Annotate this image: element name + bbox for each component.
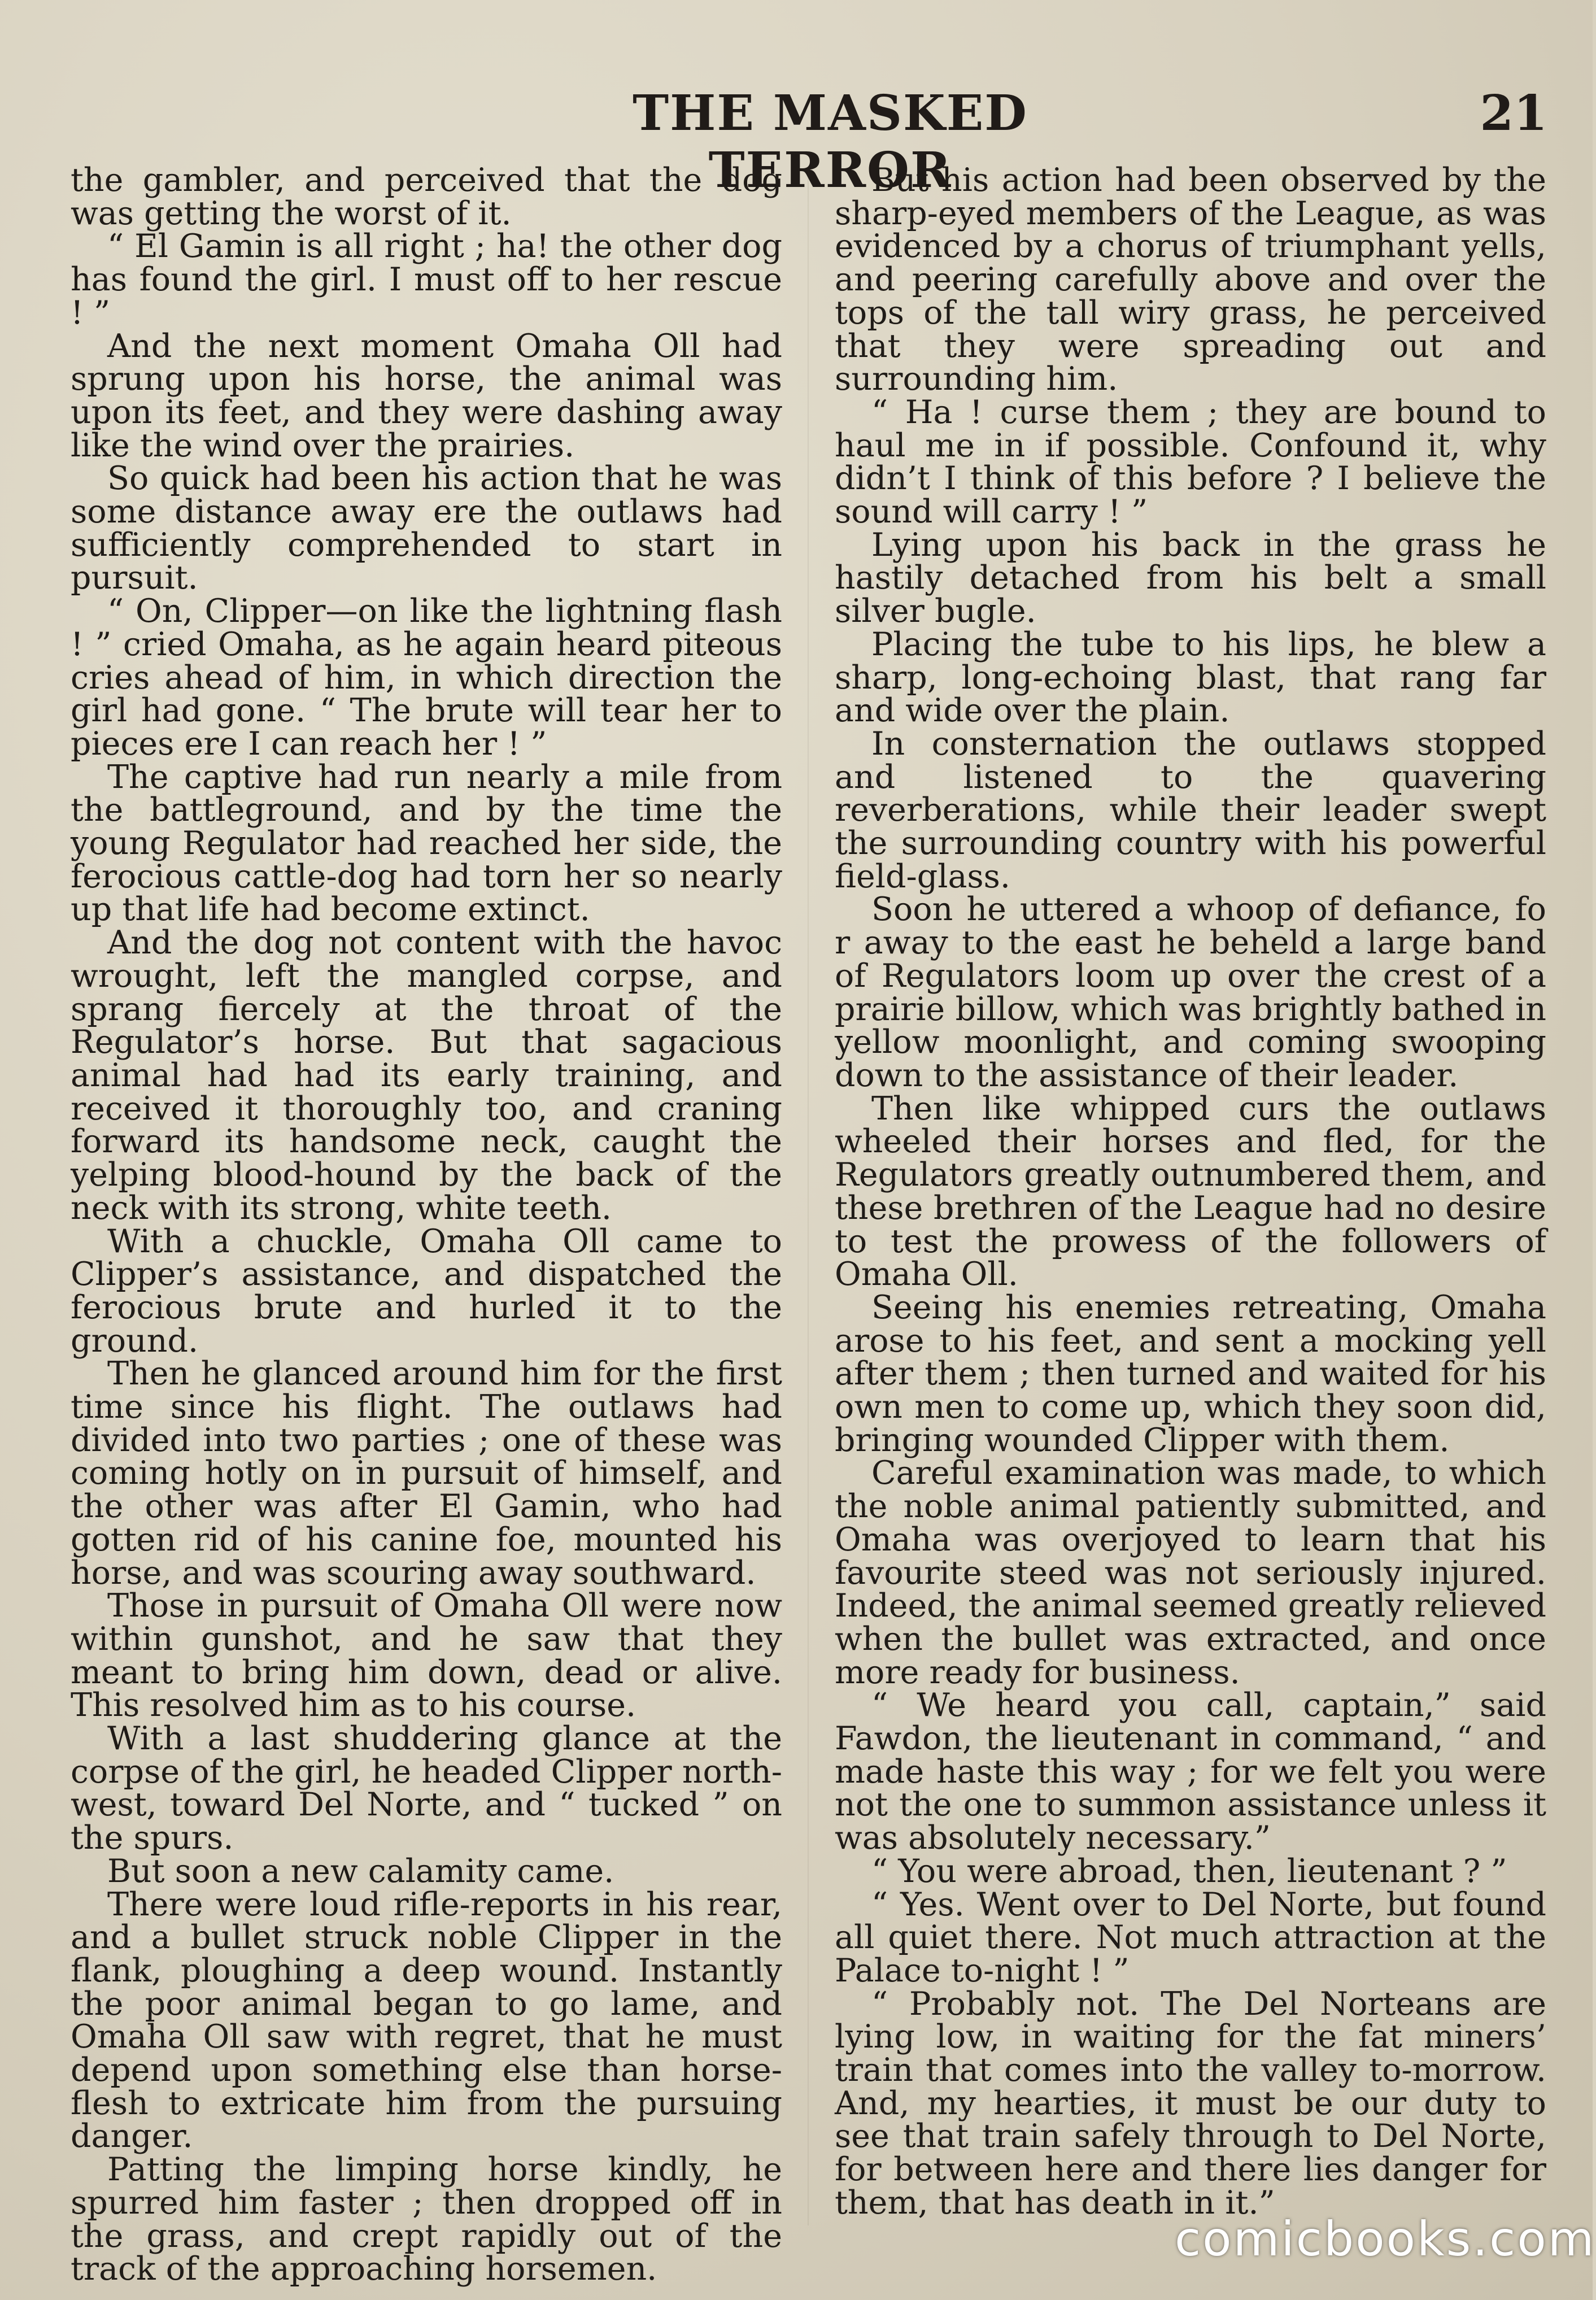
- paragraph: Placing the tube to his lips, he blew a sharp, long-echoing blast, that rang far and wide over the plain.: [835, 625, 1546, 730]
- watermark: comicbooks.com: [1175, 2211, 1596, 2267]
- running-title: THE MASKED TERROR: [633, 85, 1028, 199]
- paragraph: Then he glanced around him for the first time since his flight. The outlaws had divided into two parties ; one of these was coming hotly on in pursuit of himself, and the other was after El Gamin, who had gotten rid of his canine foe, mounted his horse, and was scouring away southward.: [71, 1355, 782, 1592]
- paragraph: There were loud rifle-reports in his rear, and a bullet struck noble Clipper in the flank, ploughing a deep wound. Instantly the poor animal began to go lame, and Omaha Oll saw with regret, that he must depend upon something else than horse-flesh to extricate him from the pursuing danger.: [71, 1885, 782, 2155]
- paragraph: But his action had been observed by the sharp-eyed members of the League, as was evidenced by a chorus of triumphant yells, and peering carefully above and over the tops of the tall wiry grass, he perceived that they were spreading out and surrounding him.: [835, 162, 1546, 398]
- paragraph: “ El Gamin is all right ; ha! the other dog has found the girl. I must off to her rescue ! ”: [71, 228, 782, 332]
- paragraph: But soon a new calamity came.: [107, 1852, 614, 1890]
- paragraph: Those in pursuit of Omaha Oll were now within gunshot, and he saw that they meant to bring him down, dead or alive. This resolved him as to his course.: [71, 1587, 782, 1724]
- paragraph: Soon he uttered a whoop of defiance, fo r away to the east he beheld a large band of Regulators loom up over the crest of a prairie billow, which was brightly bathed in yellow moonlight, and coming swooping down to the assistance of their leader.: [835, 891, 1546, 1094]
- paragraph: In consternation the outlaws stopped and listened to the quavering reverberations, while their leader swept the surrounding country with his powerful field-glass.: [835, 725, 1546, 895]
- paragraph: “ Yes. Went over to Del Norte, but found all quiet there. Not much attraction at the Palace to-night ! ”: [835, 1885, 1546, 1989]
- paragraph: Seeing his enemies retreating, Omaha arose to his feet, and sent a mocking yell after them ; then turned and waited for his own men to come up, which they soon did, bringing wounded Clipper with them.: [835, 1288, 1546, 1459]
- paragraph: So quick had been his action that he was some distance away ere the outlaws had sufficiently comprehended to start in pursuit.: [71, 460, 782, 597]
- paragraph: And the next moment Omaha Oll had sprung upon his horse, the animal was upon its feet, and they were dashing away like the wind over the prairies.: [71, 327, 782, 464]
- paragraph: Then like whipped curs the outlaws wheeled their horses and fled, for the Regulators greatly outnumbered them, and these brethren of the League had no desire to test the prowess of the followers of Omaha Oll.: [835, 1090, 1546, 1293]
- paragraph: “ Probably not. The Del Norteans are lying low, in waiting for the fat miners’ train that comes into the valley to-morrow. And, my hearties, it must be our duty to see that train safely through to Del Norte, for between here and there lies danger for them, that has death in it.”: [835, 1985, 1546, 2221]
- paragraph: “ Ha ! curse them ; they are bound to haul me in if possible. Confound it, why didn’t I think of this before ? I believe the sound will carry ! ”: [835, 393, 1546, 531]
- paragraph: Careful examination was made, to which the noble animal patiently submitted, and Omaha was overjoyed to learn that his favourite steed was not seriously injured. Indeed, the animal seemed greatly relieved when the bullet was extracted, and once more ready for business.: [835, 1454, 1546, 1691]
- paragraph: With a last shuddering glance at the corpse of the girl, he headed Clipper north-west, toward Del Norte, and “ tucked ” on the spurs.: [71, 1720, 782, 1857]
- column-divider: [808, 169, 809, 2225]
- paragraph: Patting the limping horse kindly, he spurred him faster ; then dropped off in the grass, and crept rapidly out of the track of the approaching horsemen.: [71, 2151, 782, 2288]
- paragraph: “ We heard you call, captain,” said Fawdon, the lieutenant in command, “ and made haste this way ; for we felt you were not the one to summon assistance unless it was absolutely necessary.”: [835, 1687, 1546, 1857]
- page-number: 21: [1480, 85, 1547, 142]
- paragraph: “ You were abroad, then, lieutenant ? ”: [871, 1852, 1507, 1890]
- left-column: [71, 162, 782, 2288]
- paragraph: With a chuckle, Omaha Oll came to Clipper’s assistance, and dispatched the ferocious brute and hurled it to the ground.: [71, 1222, 782, 1360]
- paragraph: the gambler, and perceived that the dog was getting the worst of it.: [71, 162, 782, 232]
- paragraph: The captive had run nearly a mile from the battleground, and by the time the young Regulator had reached her side, the ferocious cattle-dog had torn her so nearly up that life had become extinct.: [71, 758, 782, 929]
- paragraph: And the dog not content with the havoc wrought, left the mangled corpse, and sprang fiercely at the throat of the Regulator’s horse. But that sagacious animal had had its early training, and received it thoroughly too, and craning forward its handsome neck, caught the yelping blood-hound by the back of the neck with its strong, white teeth.: [71, 924, 782, 1227]
- right-column: [835, 164, 1546, 2242]
- paragraph: “ On, Clipper—on like the lightning flash ! ” cried Omaha, as he again heard piteous cries ahead of him, in which direction the girl had gone. “ The brute will tear her to pieces ere I can reach her ! ”: [71, 593, 782, 763]
- paragraph: Lying upon his back in the grass he hastily detached from his belt a small silver bugle.: [835, 526, 1546, 630]
